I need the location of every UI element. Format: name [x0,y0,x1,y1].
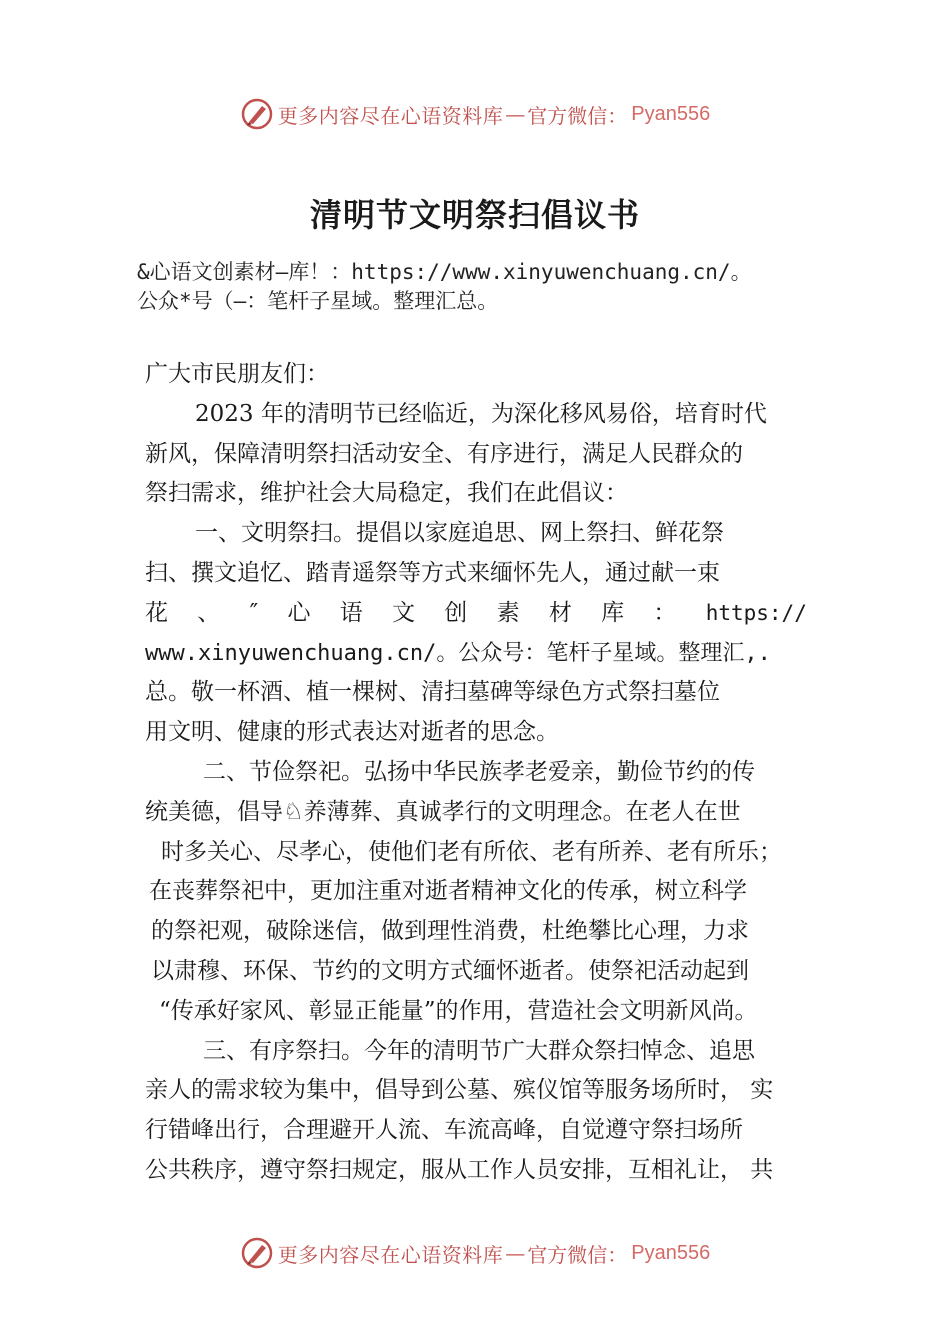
wechat-id: Pyan556 [631,102,711,125]
para1-line: 用文明、健康的形式表达对逝者的思念。 [145,719,559,746]
para3-line: 亲人的需求较为集中，倡导到公墓、殡仪馆等服务场所时， 实 [145,1077,774,1104]
banner-separator: — [505,1241,526,1265]
spaced-char: 文 [392,599,415,626]
spaced-char: 花 [145,599,168,626]
para1-line: 总。敬一杯酒、植一棵树、清扫墓碑等绿色方式祭扫墓位 [145,679,720,706]
pen-logo-icon [240,97,274,131]
para2-line: 以肃穆、环保、节约的文明方式缅怀逝者。使祭祀活动起到 [151,957,749,984]
footer-banner [0,1233,950,1273]
spaced-char: 、 [197,599,221,626]
spaced-char: ″ [249,599,259,626]
source-line-2: 公众*号（—：笔杆子星域。整理汇总。 [137,289,499,313]
para2-line: 二、节俭祭祀。弘扬中华民族孝老爱亲，勤俭节约的传 [203,758,755,785]
spaced-char: ： [653,599,677,626]
wechat-label: 官方微信： [527,103,628,128]
source-line-1: &心语文创素材—库！：https://www.xinyuwenchuang.cn/。 [137,260,752,284]
intro-line: 2023 年的清明节已经临近，为深化移风易俗，培育时代 [195,400,767,427]
para3-line: 公共秩序，遵守祭扫规定，服从工作人员安排，互相礼让， 共 [145,1156,774,1183]
page-title: 清明节文明祭扫倡议书 [309,196,640,234]
spaced-char: 材 [548,599,572,626]
greeting: 广大市民朋友们： [145,361,329,387]
header-banner [0,94,950,134]
banner-text: 更多内容尽在心语资料库 [277,103,504,128]
para1-line: 扫、撰文追忆、踏青遥祭等方式来缅怀先人，通过献一束 [145,559,720,586]
para1-line: 一、文明祭扫。提倡以家庭追思、网上祭扫、鲜花祭 [195,520,724,547]
para3-line: 三、有序祭扫。今年的清明节广大群众祭扫悼念、追思 [203,1037,755,1064]
banner-text: 更多内容尽在心语资料库 [277,1242,504,1267]
intro-line: 新风，保障清明祭扫活动安全、有序进行，满足人民群众的 [145,440,743,467]
para1-spaced-line [145,594,807,634]
intro-line: 祭扫需求，维护社会大局稳定，我们在此倡议： [145,480,628,507]
para3-line: 行错峰出行，合理避开人流、车流高峰，自觉遵守祭扫场所 [145,1117,743,1144]
para1-line: www.xinyuwenchuang.cn/。公众号：笔杆子星域。整理汇,. [145,640,771,666]
spaced-char: 素 [496,599,520,626]
source-note [137,258,837,316]
spaced-char: 心 [287,599,311,626]
para2-line: 的祭祀观，破除迷信，做到理性消费，杜绝攀比心理，力求 [151,918,749,945]
wechat-label: 官方微信： [527,1242,628,1267]
pen-logo-icon [240,1236,274,1270]
document-body [145,355,807,1191]
para2-line: 在丧葬祭祀中，更加注重对逝者精神文化的传承，树立科学 [149,878,747,905]
spaced-char: 语 [339,599,363,626]
spaced-url-part: https:// [705,600,807,625]
para2-line: 统美德，倡导♘养薄葬、真诚孝行的文明理念。在老人在世 [145,798,741,825]
spaced-char: 创 [444,599,468,626]
para2-line: 时多关心、尽孝心，使他们老有所依、老有所养、老有所乐； [161,838,782,865]
wechat-id: Pyan556 [631,1241,711,1264]
spaced-char: 库 [601,599,625,626]
banner-separator: — [505,102,526,126]
para2-line: “传承好家风、彰显正能量”的作用，营造社会文明新风尚。 [159,997,758,1024]
